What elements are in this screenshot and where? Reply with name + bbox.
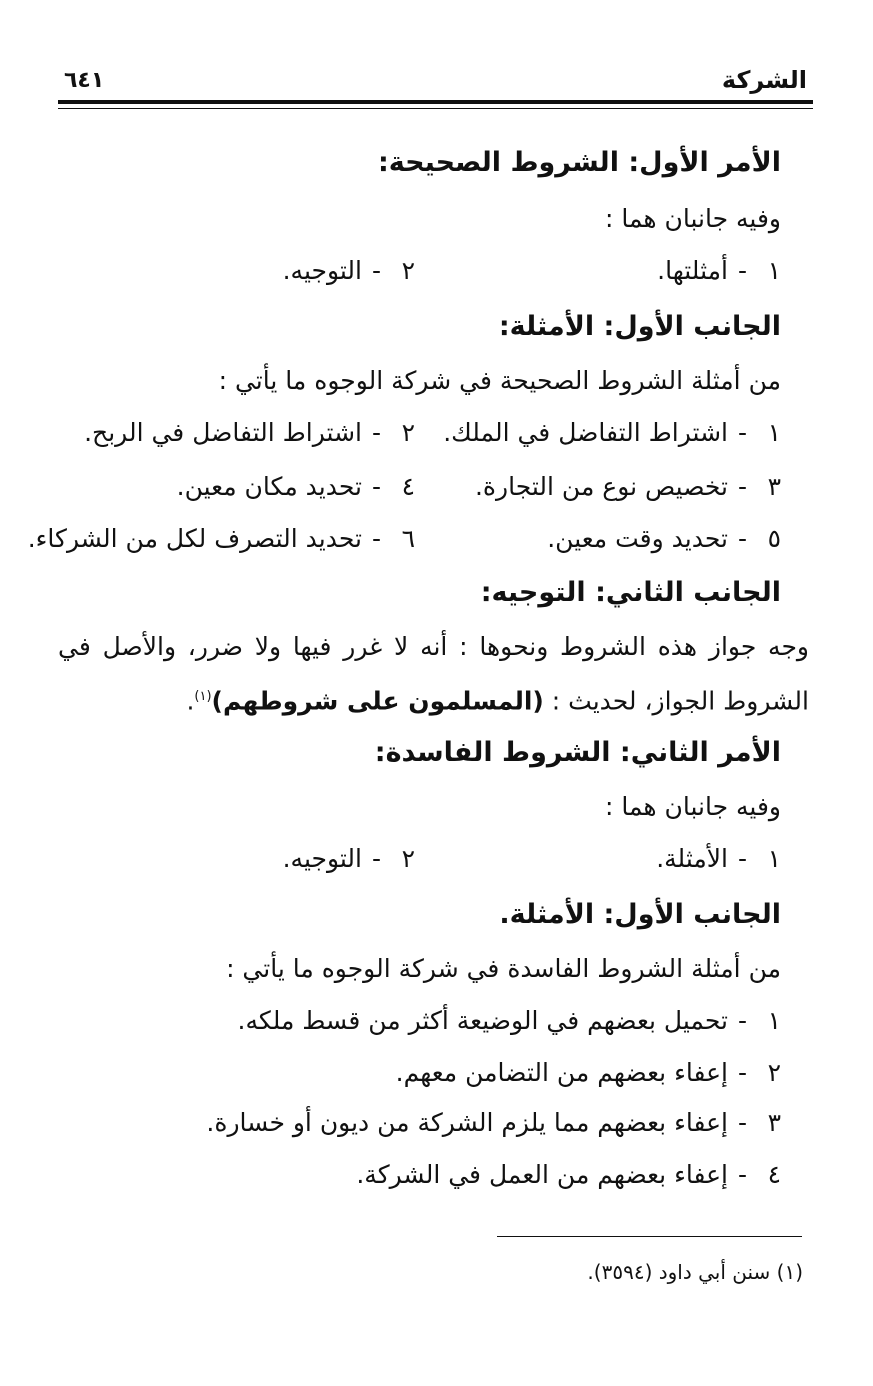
- page-number: ٦٤١: [64, 68, 105, 93]
- list-number: ١: [767, 1006, 781, 1035]
- list-text: تحديد وقت معين.: [547, 524, 728, 553]
- hadith-quote: (المسلمون على شروطهم): [211, 686, 544, 716]
- list-text: التوجيه.: [282, 256, 362, 285]
- list-item: ٤-تحديد مكان معين.: [177, 470, 415, 504]
- list-text: أمثلتها.: [657, 256, 728, 285]
- paragraph-text: وجه جواز هذه الشروط ونحوها : أنه لا غرر فيها ولا ضرر، والأصل في الشروط الجواز، لحديث :: [58, 632, 809, 716]
- list-text: اشتراط التفاضل في الربح.: [84, 418, 362, 447]
- list-item: ١-أمثلتها.: [657, 254, 781, 288]
- list-number: ٣: [767, 472, 781, 501]
- footnote: (١) سنن أبي داود (٣٥٩٤).: [587, 1260, 803, 1284]
- list-item: ٢-التوجيه.: [283, 842, 415, 876]
- list-text: تحميل بعضهم في الوضيعة أكثر من قسط ملكه.: [237, 1006, 728, 1035]
- list-text: التوجيه.: [282, 844, 362, 873]
- list-number: ١: [767, 256, 781, 285]
- list-number: ٢: [767, 1058, 781, 1087]
- subsection-heading: الجانب الأول: الأمثلة.: [499, 899, 781, 930]
- list-item: ١-الأمثلة.: [656, 842, 781, 876]
- paragraph-end: .: [186, 686, 195, 716]
- list-number: ٢: [401, 256, 415, 285]
- header-rule-thin: [58, 108, 813, 109]
- list-item: ٣-إعفاء بعضهم مما يلزم الشركة من ديون أو خسارة.: [206, 1106, 781, 1140]
- list-text: إعفاء بعضهم من العمل في الشركة.: [356, 1160, 728, 1189]
- list-item: ٤-إعفاء بعضهم من العمل في الشركة.: [356, 1158, 781, 1192]
- subsection-heading: الجانب الثاني: التوجيه:: [480, 577, 781, 608]
- list-number: ٦: [401, 524, 415, 553]
- list-number: ٥: [767, 524, 781, 553]
- list-number: ٣: [767, 1108, 781, 1137]
- list-item: ٢-اشتراط التفاضل في الربح.: [84, 416, 415, 450]
- list-number: ٢: [401, 844, 415, 873]
- intro-line: من أمثلة الشروط الفاسدة في شركة الوجوه ما يأتي :: [226, 954, 781, 983]
- list-number: ٢: [401, 418, 415, 447]
- section-heading: الأمر الثاني: الشروط الفاسدة:: [374, 737, 781, 768]
- list-number: ١: [767, 418, 781, 447]
- list-text: الأمثلة.: [656, 844, 728, 873]
- list-text: تحديد التصرف لكل من الشركاء.: [27, 524, 362, 553]
- header-rule-thick: [58, 100, 813, 104]
- footnote-separator: [497, 1236, 802, 1237]
- list-item: ٦-تحديد التصرف لكل من الشركاء.: [28, 522, 415, 556]
- section-heading: الأمر الأول: الشروط الصحيحة:: [377, 147, 781, 178]
- intro-line: وفيه جانبان هما :: [604, 792, 781, 821]
- list-item: ٥-تحديد وقت معين.: [547, 522, 781, 556]
- running-header-title: الشركة: [721, 66, 807, 94]
- list-number: ١: [767, 844, 781, 873]
- justification-paragraph: [58, 622, 809, 726]
- list-item: ٣-تخصيص نوع من التجارة.: [475, 470, 781, 504]
- list-text: تحديد مكان معين.: [176, 472, 362, 501]
- subsection-heading: الجانب الأول: الأمثلة:: [498, 311, 781, 342]
- footnote-ref: (١): [194, 689, 212, 704]
- list-text: إعفاء بعضهم مما يلزم الشركة من ديون أو خسارة.: [206, 1108, 728, 1137]
- list-text: تخصيص نوع من التجارة.: [474, 472, 728, 501]
- intro-line: وفيه جانبان هما :: [604, 204, 781, 233]
- list-text: اشتراط التفاضل في الملك.: [443, 418, 728, 447]
- list-item: ٢-إعفاء بعضهم من التضامن معهم.: [396, 1056, 781, 1090]
- list-item: ٢-التوجيه.: [283, 254, 415, 288]
- list-item: ١-اشتراط التفاضل في الملك.: [443, 416, 781, 450]
- list-text: إعفاء بعضهم من التضامن معهم.: [395, 1058, 728, 1087]
- list-item: ١-تحميل بعضهم في الوضيعة أكثر من قسط ملكه.: [238, 1004, 781, 1038]
- list-number: ٤: [767, 1160, 781, 1189]
- list-number: ٤: [401, 472, 415, 501]
- intro-line: من أمثلة الشروط الصحيحة في شركة الوجوه ما يأتي :: [218, 366, 781, 395]
